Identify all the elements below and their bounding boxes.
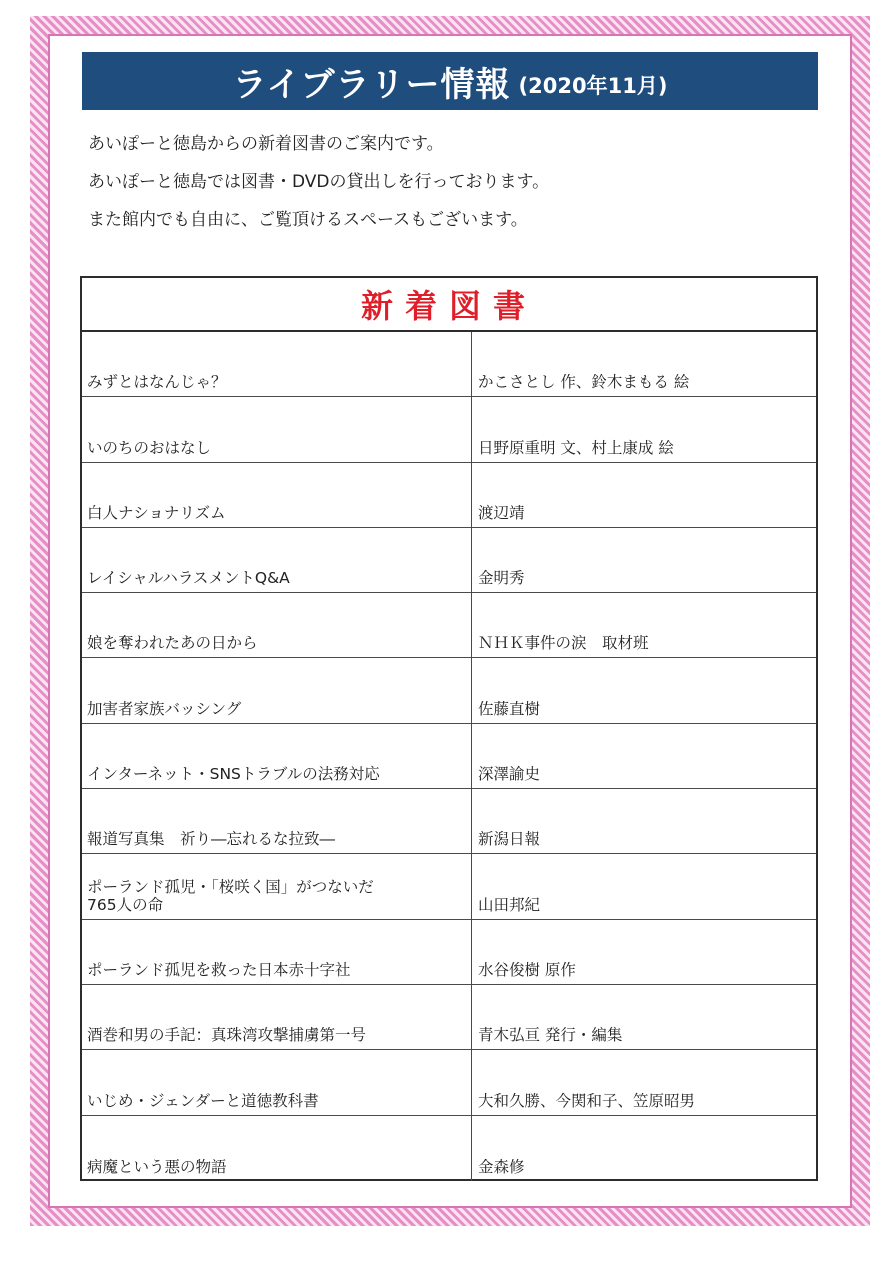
title-banner [82, 52, 818, 110]
book-author: 金森修 [478, 1157, 525, 1176]
table-row [82, 985, 816, 1050]
book-title: 報道写真集 祈り―忘れるな拉致― [82, 789, 472, 853]
page-date: (2020年11月) [518, 74, 668, 98]
table-heading: 新着図書 [82, 278, 816, 332]
table-row [82, 397, 816, 462]
table-row [82, 789, 816, 854]
book-title: 白人ナショナリズム [82, 463, 472, 527]
intro-text [88, 134, 808, 248]
book-author: かこさとし 作、鈴木まもる 絵 [478, 373, 690, 392]
book-title: ポーランド孤児を救った日本赤十字社 [82, 920, 472, 984]
book-title: 病魔という悪の物語 [82, 1116, 472, 1181]
page-title: ライブラリー情報 [232, 64, 511, 105]
book-title: 娘を奪われたあの日から [82, 593, 472, 657]
table-row [82, 854, 816, 919]
book-title: いじめ・ジェンダーと道徳教科書 [82, 1050, 472, 1114]
table-row [82, 1116, 816, 1181]
book-author: 水谷俊樹 原作 [478, 960, 576, 979]
book-author: 金明秀 [478, 569, 525, 588]
book-author: 佐藤直樹 [478, 699, 541, 718]
book-title: みずとはなんじゃ？ [82, 332, 472, 396]
intro-line: あいぽーと徳島からの新着図書のご案内です。 [88, 134, 444, 154]
table-row [82, 332, 816, 397]
book-title: インターネット・SNSトラブルの法務対応 [82, 724, 472, 788]
book-title: いのちのおはなし [82, 397, 472, 461]
table-row [82, 1050, 816, 1115]
book-author: ＮＨＫ事件の涙 取材班 [478, 634, 649, 653]
table-row [82, 593, 816, 658]
book-author: 渡辺靖 [478, 503, 525, 522]
new-books-table [80, 276, 818, 1181]
book-title: 酒巻和男の手記：真珠湾攻撃捕虜第一号 [82, 985, 472, 1049]
table-row [82, 724, 816, 789]
intro-line: また館内でも自由に、ご覧頂けるスペースもございます。 [88, 210, 528, 230]
book-author: 深澤諭史 [478, 765, 541, 784]
book-author: 新潟日報 [478, 830, 541, 849]
table-row [82, 658, 816, 723]
table-row [82, 463, 816, 528]
book-author: 青木弘亘 発行・編集 [478, 1026, 623, 1045]
book-author: 大和久勝、今関和子、笠原昭男 [478, 1091, 696, 1110]
book-title: 加害者家族バッシング [82, 658, 472, 722]
book-title: ポーランド孤児・「桜咲く国」がつないだ 765人の命 [82, 854, 472, 918]
table-row [82, 920, 816, 985]
table-row [82, 528, 816, 593]
book-title: レイシャルハラスメントQ&A [82, 528, 472, 592]
book-author: 山田邦紀 [478, 895, 541, 914]
book-author: 日野原重明 文、村上康成 絵 [478, 438, 674, 457]
intro-line: あいぽーと徳島では図書・DVDの貸出しを行っております。 [88, 172, 550, 192]
